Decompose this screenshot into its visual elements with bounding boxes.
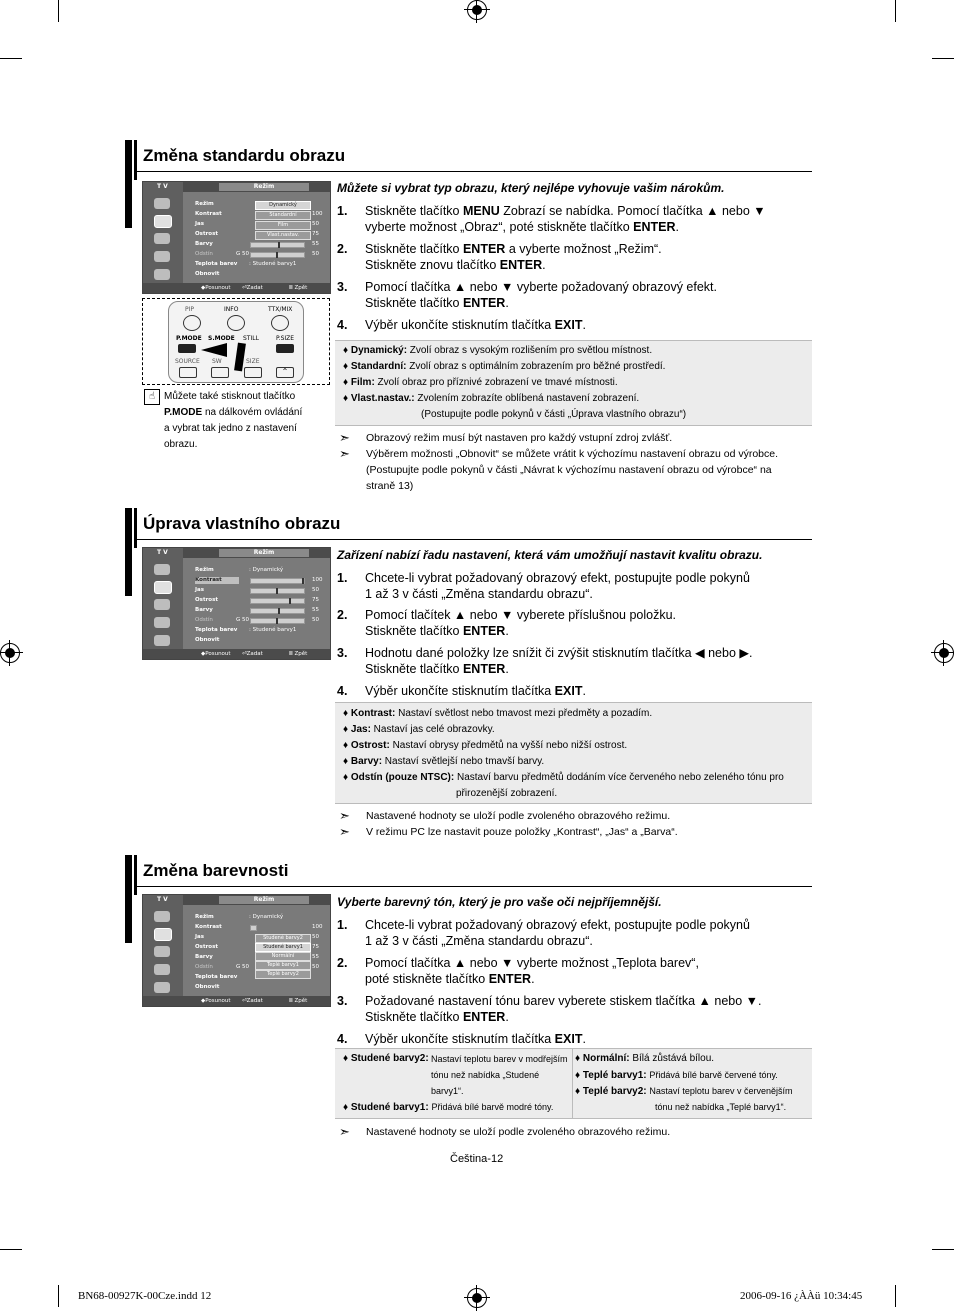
osd-row-label: Jas (195, 934, 205, 940)
remote-note: Můžete také stisknout tlačítko P.MODE na dálkovém ovládání a vybrat tak jedno z nastavení obrazu. (164, 391, 303, 450)
osd-value: 55 (312, 607, 319, 613)
osd-picture-icon (154, 928, 172, 941)
remote-label: P.MODE (176, 335, 202, 342)
info-box: ♦ Studené barvy2: Nastaví teplotu barev v modřejším tónu než nabídka „Studené barvy1“. ♦ Studené barvy1: Přidává bílé barvě modré tóny. ♦ Normální: Bílá zůstává bílou. ♦ Teplé barvy1: Přidává bílé barvě červené tóny. ♦ Teplé barvy2: Nastaví teplotu barev v červenějším tónu než nabídka „Teplé barvy1“. (335, 1048, 812, 1119)
osd-value: G 50 (236, 251, 250, 257)
osd-slider (250, 598, 305, 604)
crop-mark (895, 0, 896, 22)
section-lead: Zařízení nabízí řadu nastavení, která vám umožňují nastavit kvalitu obrazu. (337, 548, 763, 562)
osd-picture-icon (154, 581, 172, 594)
osd-dropdown-option: Dynamický (255, 201, 311, 210)
section-lead: Můžete si vybrat typ obrazu, který nejlépe vyhovuje vašim nárokům. (337, 181, 725, 195)
osd-row-label: Kontrast (195, 577, 239, 584)
registration-mark-icon (0, 643, 20, 663)
page-number: Čeština-12 (450, 1153, 504, 1165)
osd-row-label: Obnovit (195, 271, 220, 277)
osd-value: 55 (312, 954, 319, 960)
osd-slider (250, 588, 305, 594)
osd-row-label: Barvy (195, 241, 213, 247)
osd-setup-icon (154, 269, 170, 280)
osd-dropdown-option: Teplé barvy1 (255, 961, 311, 970)
osd-tv-label: T V (157, 183, 168, 190)
osd-row-label: Odstín (195, 251, 213, 257)
remote-label: SIZE (246, 358, 260, 365)
osd-value: 75 (312, 597, 319, 603)
size-button (244, 367, 262, 378)
section-marker (134, 855, 137, 895)
section-lead: Vyberte barevný tón, který je pro vaše oči nejpříjemnější. (337, 895, 662, 909)
osd-hint: ◆Posunout (201, 285, 231, 291)
osd-value: 100 (312, 211, 323, 217)
osd-hint: ⏎Zadat (242, 651, 263, 657)
osd-value: : Dynamický (249, 914, 284, 920)
crop-mark (895, 1285, 896, 1307)
section-title: Změna standardu obrazu (143, 146, 346, 165)
osd-channel-icon (154, 964, 170, 975)
osd-row-label: Ostrost (195, 944, 218, 950)
remote-illustration (142, 298, 330, 385)
pip-button (183, 315, 201, 331)
osd-dropdown-option: Vlast.nastav. (255, 231, 311, 240)
section-marker (134, 508, 137, 548)
crop-mark (0, 1249, 22, 1250)
osd-value: 75 (312, 944, 319, 950)
osd-value: 100 (312, 577, 323, 583)
osd-screenshot (142, 181, 331, 294)
osd-tv-label: T V (157, 549, 168, 556)
info-box: ♦ Kontrast: Nastaví světlost nebo tmavost mezi předměty a pozadím. ♦ Jas: Nastaví jas celé obrazovky. ♦ Ostrost: Nastaví obrysy předmětů na vyšší nebo nižší ostrost. ♦ Barvy: Nastaví světlejší nebo tmavší barvy. ♦ Odstín (pouze NTSC): Nastaví barvu předmětů dodáním více červeného nebo zeleného tónu pro přirozenější zobrazení. (335, 702, 812, 804)
section-rule (137, 171, 812, 172)
osd-slider (250, 618, 305, 624)
osd-hint: Ⅲ Zpět (289, 285, 308, 291)
osd-hint: ◆Posunout (201, 998, 231, 1004)
osd-row-label: Barvy (195, 607, 213, 613)
osd-value: 100 (312, 924, 323, 930)
osd-picture-icon (154, 215, 172, 228)
osd-sound-icon (154, 946, 170, 957)
registration-mark-icon (934, 643, 954, 663)
ttx-button (271, 315, 289, 331)
osd-dropdown-option: Normální (255, 952, 311, 961)
swap-button (211, 367, 229, 378)
osd-input-icon (154, 911, 170, 922)
note-arrow-icon: ➣ (339, 1124, 350, 1139)
osd-value: 50 (312, 221, 319, 227)
info-box: ♦ Dynamický: Zvolí obraz s vysokým rozlišením pro světlou místnost. ♦ Standardní: Zvolí obraz s optimálním zobrazením pro běžné prostředí. ♦ Film: Zvolí obraz pro příznivé zobrazení ve tmavé místnosti. ♦ Vlast.nastav.: Zvolením zobrazíte oblíbená nastavení zobrazení. (Postupujte podle pokynů v části „Úprava vlastního obrazu“) (335, 340, 812, 426)
osd-hint: ⏎Zadat (242, 285, 263, 291)
osd-header: Režim (219, 896, 309, 904)
osd-dropdown-option: Standardní (255, 211, 311, 220)
crop-mark (58, 0, 59, 22)
pointer-arrow-icon (201, 343, 227, 357)
osd-row-label: Barvy (195, 954, 213, 960)
osd-channel-icon (154, 251, 170, 262)
section-rule (137, 539, 812, 540)
osd-value: 55 (312, 241, 319, 247)
hand-note-icon: ☝ (144, 389, 160, 405)
osd-row-label: Odstín (195, 964, 213, 970)
crop-mark (0, 58, 22, 59)
osd-value: : Studené barvy1 (249, 261, 297, 267)
osd-dropdown-option: Film (255, 221, 311, 230)
registration-mark-icon (467, 1288, 487, 1308)
osd-input-icon (154, 564, 170, 575)
note-arrow-icon: ➣ (339, 808, 350, 823)
osd-hint: Ⅲ Zpět (289, 998, 308, 1004)
note-arrow-icon: ➣ (339, 824, 350, 839)
crop-mark (58, 1285, 59, 1307)
osd-row-label: Obnovit (195, 637, 220, 643)
osd-value: G 50 (236, 617, 250, 623)
osd-row-label: Odstín (195, 617, 213, 623)
osd-setup-icon (154, 635, 170, 646)
osd-value: 50 (312, 587, 319, 593)
osd-value: : Dynamický (249, 567, 284, 573)
osd-slider (250, 578, 305, 584)
remote-label: INFO (224, 306, 239, 313)
osd-dropdown-option: Studené barvy1 (255, 943, 311, 952)
osd-sound-icon (154, 233, 170, 244)
osd-hint: ⏎Zadat (242, 998, 263, 1004)
remote-label: STILL (243, 335, 259, 342)
osd-row-label: Teplota barev (195, 261, 238, 267)
osd-tv-label: T V (157, 896, 168, 903)
osd-slider (250, 242, 305, 248)
section-marker (125, 508, 132, 596)
osd-screenshot (142, 547, 331, 660)
osd-slider (250, 252, 305, 258)
remote-label: S.MODE (208, 335, 235, 342)
note-arrow-icon: ➣ (339, 446, 350, 461)
section-marker (134, 140, 137, 180)
osd-row-label: Režim (195, 914, 214, 920)
section-title: Úprava vlastního obrazu (143, 514, 341, 533)
registration-mark-icon (467, 0, 487, 20)
osd-row-label: Režim (195, 201, 214, 207)
osd-value: 50 (312, 934, 319, 940)
remote-label: TTX/MIX (268, 306, 293, 313)
osd-header: Režim (219, 549, 309, 557)
osd-row-label: Jas (195, 587, 205, 593)
osd-row-label: Režim (195, 567, 214, 573)
remote-label: SW (212, 358, 222, 365)
osd-row-label: Kontrast (195, 924, 222, 930)
osd-sound-icon (154, 599, 170, 610)
osd-row-label: Ostrost (195, 231, 218, 237)
osd-value: G 50 (236, 964, 250, 970)
info-button (227, 315, 245, 331)
osd-row-label: Ostrost (195, 597, 218, 603)
osd-value: 50 (312, 617, 319, 623)
osd-row-label: Teplota barev (195, 627, 238, 633)
section-rule (137, 886, 812, 887)
osd-slider (250, 608, 305, 614)
osd-value: 50 (312, 251, 319, 257)
osd-input-icon (154, 198, 170, 209)
section-title: Změna barevnosti (143, 861, 289, 880)
osd-value: : Studené barvy1 (249, 627, 297, 633)
note-arrow-icon: ➣ (339, 430, 350, 445)
source-button (179, 367, 197, 378)
remote-label: SOURCE (175, 358, 200, 365)
osd-header: Režim (219, 183, 309, 191)
up-button: ⌃ (276, 367, 294, 378)
remote-label: P.SIZE (276, 335, 295, 342)
osd-row-label: Teplota barev (195, 974, 238, 980)
osd-row-label: Kontrast (195, 211, 222, 217)
osd-dropdown-option: Teplé barvy2 (255, 970, 311, 979)
osd-dropdown-option: Studené barvy2 (255, 934, 311, 943)
file-name: BN68-00927K-00Cze.indd 12 (78, 1290, 212, 1302)
psize-button (276, 344, 294, 353)
osd-value: 50 (312, 964, 319, 970)
osd-hint: Ⅲ Zpět (289, 651, 308, 657)
print-date: 2006-09-16 ¿ÀÀü 10:34:45 (740, 1290, 863, 1302)
section-marker (125, 140, 132, 228)
pmode-button (178, 344, 196, 353)
remote-label: PIP (185, 306, 195, 313)
crop-mark (932, 1249, 954, 1250)
osd-row-label: Jas (195, 221, 205, 227)
osd-hint: ◆Posunout (201, 651, 231, 657)
osd-screenshot (142, 894, 331, 1007)
crop-mark (932, 58, 954, 59)
osd-slider (250, 925, 257, 931)
osd-row-label: Obnovit (195, 984, 220, 990)
osd-value: 75 (312, 231, 319, 237)
osd-channel-icon (154, 617, 170, 628)
section-marker (125, 855, 132, 943)
osd-setup-icon (154, 982, 170, 993)
